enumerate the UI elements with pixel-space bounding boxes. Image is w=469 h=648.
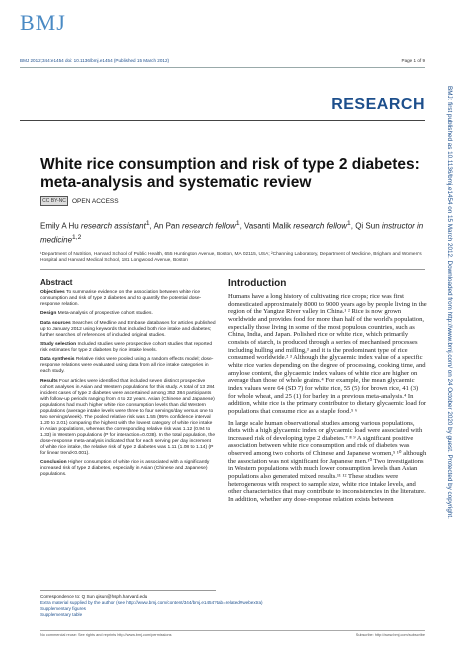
section-divider bbox=[20, 120, 425, 121]
introduction-paragraph: Humans have a long history of cultivating rice crops; rice was first domesticated approximately 8000 to 9000 years ago by people living in the region of the Yangtze River valley in China.¹ ² Rice is now grown worldwide and provides food for more than half of the world's population, especially those living in some of the most populous countries, such as China, India, and Japan. Polished rice or white rice, which primarily consists of starch, is produced through a series of mechanised processes including hulling and milling,³ and it is the predominant type of rice consumed worldwide.² ³ Although the glycaemic index value of a specific white rice varies depending on the degree of processing, cooking time, and amylose content, the glycaemic index values of white rice are higher on average than those of whole grains.⁴ For example, the mean glycaemic index values were 64 (SD 7) for white rice, 55 (5) for brown rice, 41 (3) for whole wheat, and 25 (1) for barley in a previous meta-analysis.⁴ In addition, white rice is the primary contributor to dietary glycaemic load for populations that consume rice as a staple food.⁵ ⁶ bbox=[228, 293, 427, 415]
abstract-sources bbox=[40, 321, 216, 339]
page-footer bbox=[40, 630, 425, 637]
journal-logo: BMJ bbox=[20, 10, 66, 35]
article-title: White rice consumption and risk of type 2 diabetes: meta-analysis and systematic review bbox=[40, 156, 420, 191]
abstract-design bbox=[40, 311, 216, 317]
author-affil-ref: 1 bbox=[347, 220, 351, 227]
introduction-heading: Introduction bbox=[228, 278, 287, 289]
author-name: An Pan bbox=[153, 221, 180, 231]
affiliation-divider bbox=[40, 269, 425, 270]
abstract-label: Data synthesis bbox=[40, 357, 75, 363]
author-role: instructor in medicine bbox=[40, 221, 424, 245]
correspondence-line[interactable]: Correspondence to: Q Sun qisun@hsph.harvard.edu bbox=[40, 594, 148, 599]
section-label: RESEARCH bbox=[331, 96, 425, 113]
abstract-text: To summarise evidence on the association between white rice consumption and risk of type 2 diabetes and to quantify the potential dose-response relation. bbox=[40, 290, 202, 308]
introduction-column bbox=[228, 278, 427, 508]
abstract-label: Results bbox=[40, 378, 58, 384]
author-role: research assistant bbox=[80, 221, 146, 231]
extra-material-link[interactable]: Extra material supplied by the author (see http://www.bmj.com/content/344/bmj.e1454?tab=related#webextra) bbox=[40, 600, 263, 605]
author-affil-ref: 1,2 bbox=[72, 233, 82, 241]
author-name: Vasanti Malik bbox=[244, 221, 291, 231]
abstract-text: Four articles were identified that included seven distinct prospective cohort analyses in Asian and Western populations for this study. A total of 13 284 incident cases of type 2 diabetes were ascertained among 352 384 participants with follow-up periods ranging from 4 to 22 years. Asian (Chinese and Japanese) populations had much higher white rice consumption levels than did Western populations (average intake levels were three to four servings/day versus one to two servings/week). The pooled relative risk was 1.55 (95% confidence interval 1.20 to 2.01) comparing the highest with the lowest category of white rice intake in Asian populations, whereas the corresponding relative risk was 1.12 (0.94 to 1.33) in Western populations (P for interaction=0.038). In the total population, the dose-response meta-analysis indicated that for each serving per day increment of white rice intake, the relative risk of type 2 diabetes was 1.11 (1.08 to 1.14) (P for linear trend<0.001). bbox=[40, 378, 216, 457]
open-access-label: OPEN ACCESS bbox=[72, 197, 119, 205]
abstract-label: Conclusion bbox=[40, 460, 67, 466]
abstract-text: Included studies were prospective cohort studies that reported risk estimates for type 2 diabetes by rice intake levels. bbox=[40, 341, 213, 353]
footnote-divider bbox=[40, 590, 216, 591]
abstract-text: Relative risks were pooled using a random effects model; dose-response relations were evaluated using data from all rice intake categories in each study. bbox=[40, 357, 214, 375]
abstract-synthesis bbox=[40, 357, 216, 375]
introduction-paragraph: In large scale human observational studies among various populations, diets with a high glycaemic index or glycaemic load were associated with increased risk of developing type 2 diabetes.⁷ ⁸ ⁹ A significant positive association between white rice consumption and risk of diabetes was observed among two cohorts of Chinese and Japanese women,⁵ ¹⁰ although the association was not significant for Japanese men.¹⁰ Two investigations in Western populations with much lower consumption levels than Asian populations also generated mixed results.¹¹ ¹² These studies were heterogeneous with respect to sample size, white rice intake levels, and other characteristics that may contribute to inconsistencies in the literature. In addition, whether any dose-response relation exists between bbox=[228, 419, 427, 504]
abstract-label: Data sources bbox=[40, 320, 71, 326]
abstract-label: Study selection bbox=[40, 341, 77, 347]
side-copyright-notice: BMJ: first published as 10.1136/bmj.e1454 on 15 March 2012. Downloaded from http://www.bmj.com/ on 24 October 2020 by guest. Protected by copyright. bbox=[446, 86, 453, 519]
abstract-label: Design bbox=[40, 311, 57, 317]
abstract-results bbox=[40, 379, 216, 458]
citation-line[interactable]: BMJ 2012;344:e1454 doi: 10.1136/bmj.e1454 (Published 15 March 2012) bbox=[20, 58, 170, 63]
open-access-row bbox=[40, 196, 119, 206]
abstract-text: Meta-analysis of prospective cohort studies. bbox=[57, 311, 153, 317]
abstract-label: Objectives bbox=[40, 290, 65, 295]
reuse-notice[interactable]: No commercial reuse: See rights and reprints http://www.bmj.com/permissions bbox=[40, 633, 172, 637]
author-list: Emily A Hu research assistant$^1$, An Pan research fellow$^1$, Vasanti Malik research fellow$^1$, Qi Sun instructor in medicine$^{1,2}$ bbox=[40, 220, 424, 245]
author-role: research fellow bbox=[182, 221, 236, 231]
supplementary-figures-link[interactable]: Supplementary figures bbox=[40, 606, 86, 611]
supplementary-table-link[interactable]: Supplementary table bbox=[40, 612, 83, 617]
author-name: Qi Sun bbox=[355, 221, 380, 231]
author-affil-ref: 1 bbox=[235, 220, 240, 227]
abstract-selection bbox=[40, 342, 216, 354]
header-divider bbox=[20, 67, 425, 68]
abstract-column bbox=[40, 278, 216, 482]
affiliations: ¹Department of Nutrition, Harvard School of Public Health, 655 Huntington Avenue, Boston, MA 02115, USA; ²Channing Laboratory, Department of Medicine, Brigham and Women's Hospital and Harvard Medical School, 181 Longwood Avenue, Boston bbox=[40, 252, 422, 264]
page-number: Page 1 of 9 bbox=[401, 58, 425, 63]
abstract-text: Higher consumption of white rice is associated with a significantly increased risk of type 2 diabetes, especially in Asian (Chinese and Japanese) populations. bbox=[40, 460, 210, 478]
subscribe-link[interactable]: Subscribe: http://www.bmj.com/subscribe bbox=[355, 633, 425, 637]
author-role: research fellow bbox=[293, 221, 348, 231]
abstract-objectives bbox=[40, 290, 216, 308]
author-affil-ref: 1 bbox=[145, 220, 150, 227]
footnotes bbox=[40, 594, 340, 618]
abstract-heading: Abstract bbox=[40, 278, 73, 287]
creative-commons-icon: CC BY-NC bbox=[40, 196, 68, 206]
abstract-conclusion bbox=[40, 460, 216, 478]
author-name: Emily A Hu bbox=[40, 221, 79, 231]
abstract-text: Searches of Medline and Embase databases for articles published up to January 2012 using keywords that included both rice intake and diabetes; further searches of references of included original studies. bbox=[40, 320, 216, 338]
